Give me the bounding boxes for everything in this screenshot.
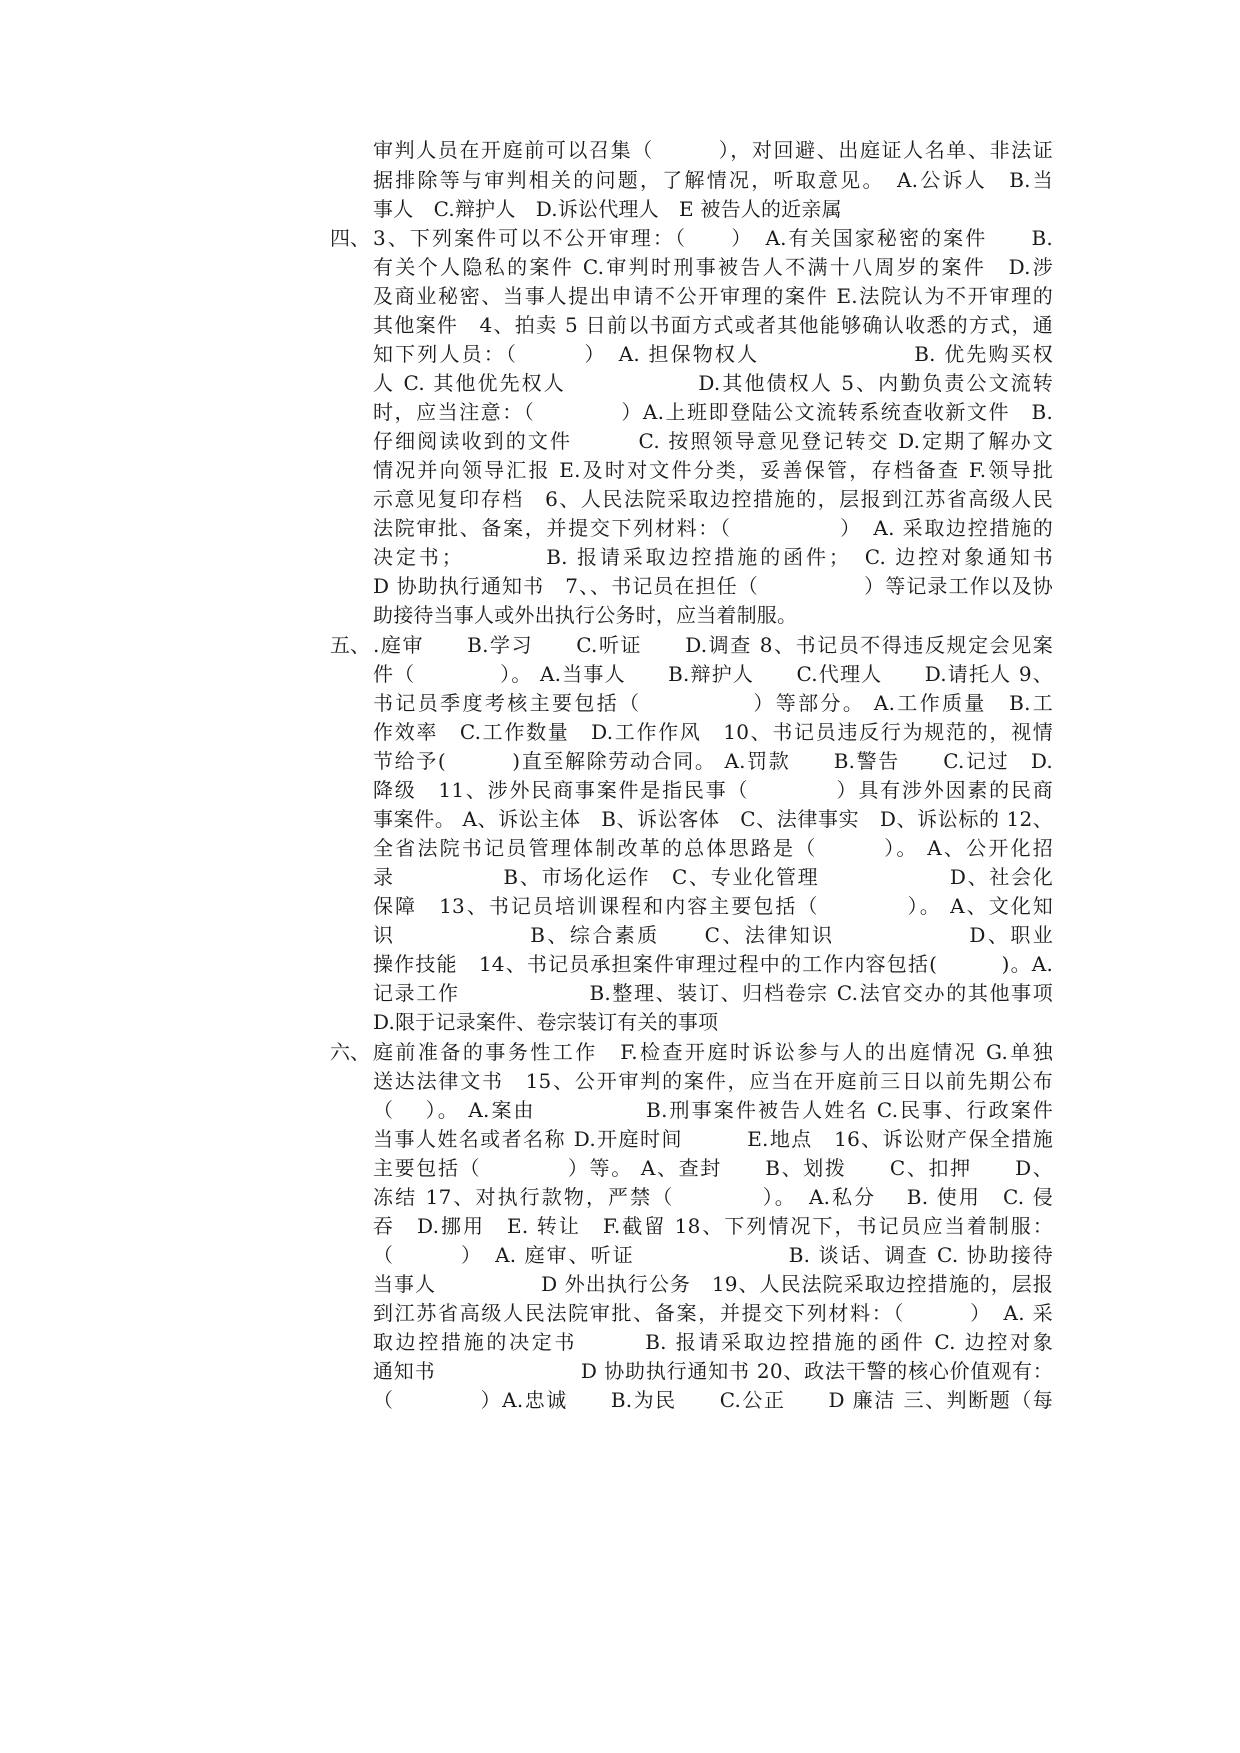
text-line: 取边控措施的决定书 B. 报请采取边控措施的函件 C. 边控对象 (373, 1330, 1053, 1354)
text-line: 冻结 17、对执行款物，严禁（ ）。 A.私分 B. 使用 C. 侵 (373, 1185, 1053, 1209)
text-line: 法院审批、备案，并提交下列材料：（ ） A. 采取边控措施的 (373, 516, 1053, 540)
text-line: 时，应当注意：（ ）A.上班即登陆公文流转系统查收新文件 B. (373, 400, 1053, 424)
text-line: 到江苏省高级人民法院审批、备案，并提交下列材料：（ ） A. 采 (373, 1301, 1053, 1325)
section-marker: 五、 (330, 633, 370, 657)
text-line: 吞 D.挪用 E. 转让 F.截留 18、下列情况下，书记员应当着制服： (373, 1214, 1053, 1238)
section-marker: 四、 (330, 226, 370, 250)
text-line: 事案件。 A、诉讼主体 B、诉讼客体 C、法律事实 D、诉讼标的 12、 (373, 807, 1053, 831)
text-line: 当事人姓名或者名称 D.开庭时间 E.地点 16、诉讼财产保全措施 (373, 1127, 1053, 1151)
text-line: 保障 13、书记员培训课程和内容主要包括（ ）。 A、文化知 (373, 894, 1053, 918)
text-line: 审判人员在开庭前可以召集（ ），对回避、出庭证人名单、非法证 (373, 138, 1053, 162)
text-line: 送达法律文书 15、公开审判的案件，应当在开庭前三日以前先期公布 (373, 1069, 1053, 1093)
text-line: 当事人 D 外出执行公务 19、人民法院采取边控措施的，层报 (373, 1272, 1053, 1296)
text-line: 仔细阅读收到的文件 C. 按照领导意见登记转交 D.定期了解办文 (373, 429, 1053, 453)
text-line: 作效率 C.工作数量 D.工作作风 10、书记员违反行为规范的，视情 (373, 720, 1053, 744)
text-line: 事人 C.辩护人 D.诉讼代理人 E 被告人的近亲属 (373, 197, 842, 221)
text-line: 件（ ）。 A.当事人 B.辩护人 C.代理人 D.请托人 9、 (373, 662, 1053, 686)
text-line: 决定书； B. 报请采取边控措施的函件； C. 边控对象通知书 (373, 545, 1053, 569)
text-line: 助接待当事人或外出执行公务时，应当着制服。 (373, 603, 798, 627)
text-line: （ ）A.忠诚 B.为民 C.公正 D 廉洁 三、判断题（每 (373, 1388, 1053, 1412)
text-line: 示意见复印存档 6、人民法院采取边控措施的，层报到江苏省高级人民 (373, 487, 1053, 511)
text-line: D 协助执行通知书 7、、书记员在担任（ ）等记录工作以及协 (373, 574, 1053, 598)
text-line: 降级 11、涉外民商事案件是指民事（ ）具有涉外因素的民商 (373, 778, 1053, 802)
text-line: 全省法院书记员管理体制改革的总体思路是（ ）。 A、公开化招 (373, 836, 1053, 860)
text-line: （ ）。 A.案由 B.刑事案件被告人姓名 C.民事、行政案件 (373, 1098, 1053, 1122)
text-line: 人 C. 其他优先权人 D.其他债权人 5、内勤负责公文流转 (373, 371, 1053, 395)
section-marker: 六、 (330, 1040, 370, 1064)
text-line: 操作技能 14、书记员承担案件审理过程中的工作内容包括( )。A. (373, 952, 1053, 976)
text-line: 书记员季度考核主要包括（ ）等部分。 A.工作质量 B.工 (373, 691, 1053, 715)
text-line: D.限于记录案件、卷宗装订有关的事项 (373, 1010, 719, 1034)
text-line: 情况并向领导汇报 E.及时对文件分类，妥善保管，存档备查 F.领导批 (373, 458, 1053, 482)
text-line: 庭前准备的事务性工作 F.检查开庭时诉讼参与人的出庭情况 G.单独 (373, 1040, 1053, 1064)
text-line: 其他案件 4、拍卖 5 日前以书面方式或者其他能够确认收悉的方式，通 (373, 313, 1053, 337)
text-line: （ ） A. 庭审、听证 B. 谈话、调查 C. 协助接待 (373, 1243, 1053, 1267)
text-line: 有关个人隐私的案件 C.审判时刑事被告人不满十八周岁的案件 D.涉 (373, 255, 1053, 279)
text-line: 节给予( )直至解除劳动合同。 A.罚款 B.警告 C.记过 D. (373, 749, 1053, 773)
text-line: 通知书 D 协助执行通知书 20、政法干警的核心价值观有： (373, 1359, 1053, 1383)
text-line: 3、下列案件可以不公开审理：（ ） A.有关国家秘密的案件 B. (373, 226, 1053, 250)
text-line: 识 B、综合素质 C、法律知识 D、职业 (373, 923, 1053, 947)
text-line: 记录工作 B.整理、装订、归档卷宗 C.法官交办的其他事项 (373, 981, 1053, 1005)
text-line: .庭审 B.学习 C.听证 D.调查 8、书记员不得违反规定会见案 (373, 633, 1053, 657)
text-line: 据排除等与审判相关的问题，了解情况，听取意见。 A.公诉人 B.当 (373, 168, 1053, 192)
text-line: 主要包括（ ）等。 A、查封 B、划拨 C、扣押 D、 (373, 1156, 1053, 1180)
text-line: 录 B、市场化运作 C、专业化管理 D、社会化 (373, 865, 1053, 889)
text-line: 知下列人员：（ ） A. 担保物权人 B. 优先购买权 (373, 342, 1053, 366)
text-line: 及商业秘密、当事人提出申请不公开审理的案件 E.法院认为不开审理的 (373, 284, 1053, 308)
